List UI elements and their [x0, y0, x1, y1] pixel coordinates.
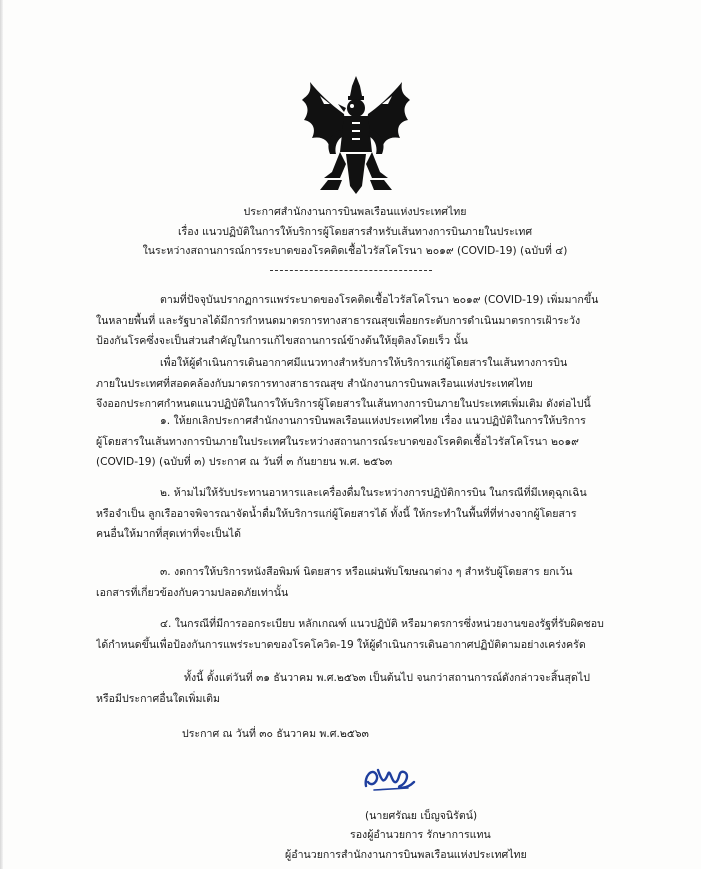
paragraph-line: (COVID-19) (ฉบับที่ ๓) ประกาศ ณ วันที่ ๓ กันยายน พ.ศ. ๒๕๖๓	[96, 456, 393, 468]
clause-1	[96, 411, 628, 473]
paragraph-line: หรือมีประกาศอื่นใดเพิ่มเติม	[96, 692, 220, 705]
paragraph-line: หรือจำเป็น ลูกเรืออาจพิจารณาจัดน้ำดื่มให้บริการแก่ผู้โดยสารได้ ทั้งนี้ ให้กระทำในพื้นที่ที่ห่างจากผู้โดยสาร	[96, 507, 577, 520]
page-edge-shadow	[0, 0, 3, 869]
garuda-emblem-icon	[300, 74, 412, 196]
announcement-header	[120, 203, 590, 262]
paragraph-line: ได้กำหนดขึ้นเพื่อป้องกันการแพร่ระบาดของโรคโควิด-19 ให้ผู้ดำเนินการเดินอากาศปฏิบัติตามอย่างเคร่งครัด	[96, 638, 586, 651]
signatory-position-full: ผู้อำนวยการสำนักงานการบินพลเรือนแห่งประเทศไทย	[285, 849, 527, 861]
clause-4	[96, 614, 628, 655]
announcement-date-text: ประกาศ ณ วันที่ ๓๐ ธันวาคม พ.ศ.๒๕๖๓	[182, 728, 369, 740]
clause-2	[96, 483, 628, 545]
announcement-date	[182, 724, 482, 745]
paragraph-line: ทั้งนี้ ตั้งแต่วันที่ ๓๑ ธันวาคม พ.ศ.๒๕๖๓ เป็นต้นไป จนกว่าสถานการณ์ดังกล่าวจะสิ้นสุดไป	[184, 672, 590, 684]
paragraph-line: จึงออกประกาศกำหนดแนวปฏิบัติในการให้บริการผู้โดยสารในเส้นทางการบินภายในประเทศเพิ่มเติม ดังต่อไปนี้	[96, 398, 591, 410]
paragraph-line: ๔. ในกรณีที่มีการออกระเบียบ หลักเกณฑ์ แนวปฏิบัติ หรือมาตรการซึ่งหน่วยงานของรัฐที่รับผิดชอบ	[160, 618, 604, 630]
effective-clause	[96, 668, 628, 709]
paragraph-line: ๓. งดการให้บริการหนังสือพิมพ์ นิตยสาร หรือแผ่นพับโฆษณาต่าง ๆ สำหรับผู้โดยสาร ยกเว้น	[160, 566, 573, 578]
clause-3	[96, 562, 628, 603]
signatory-position: รองผู้อำนวยการ รักษาการแทน	[350, 829, 491, 841]
handwritten-signature	[362, 760, 418, 794]
paragraph-line: ผู้โดยสารในเส้นทางการบินภายในประเทศในระหว่างสถานการณ์ระบาดของโรคติดเชื้อไวรัสโคโรนา ๒๐๑๙	[96, 435, 579, 448]
paragraph-line: ๒. ห้ามไม่ให้รับประทานอาหารและเครื่องดื่มในระหว่างการปฏิบัติการบิน ในกรณีที่มีเหตุฉุกเฉิน	[160, 487, 587, 499]
paragraph-line: ในหลายพื้นที่ และรัฐบาลได้มีการกำหนดมาตรการทางสาธารณสุขเพื่อยกระดับการดำเนินมาตรการเฝ้าระวัง	[96, 314, 581, 327]
paragraph-line: เพื่อให้ผู้ดำเนินการเดินอากาศมีแนวทางสำหรับการให้บริการแก่ผู้โดยสารในเส้นทางการบิน	[160, 357, 568, 369]
header-title: ประกาศสำนักงานการบินพลเรือนแห่งประเทศไทย	[243, 206, 467, 218]
header-divider	[270, 270, 432, 271]
paragraph-line: เอกสารที่เกี่ยวข้องกับความปลอดภัยเท่านั้น	[96, 586, 289, 599]
paragraph-purpose	[96, 353, 628, 415]
paragraph-line: ๑. ให้ยกเลิกประกาศสำนักงานการบินพลเรือนแห่งประเทศไทย เรื่อง แนวปฏิบัติในการให้บริการ	[160, 415, 586, 427]
paragraph-line: ตามที่ปัจจุบันปรากฏการแพร่ระบาดของโรคติดเชื้อไวรัสโคโรนา ๒๐๑๙ (COVID-19) เพิ่มมากขึ้น	[160, 294, 599, 306]
signatory-name: (นายศรัณย เบ็ญจนิรัตน์)	[365, 810, 478, 822]
paragraph-line: ป้องกันโรคซึ่งจะเป็นส่วนสำคัญในการแก้ไขสถานการณ์ข้างต้นให้ยุติลงโดยเร็ว นั้น	[96, 335, 468, 347]
header-subject-cont: ในระหว่างสถานการณ์การระบาดของโรคติดเชื้อไวรัสโคโรนา ๒๐๑๙ (COVID-19) (ฉบับที่ ๔)	[142, 245, 568, 257]
paragraph-background	[96, 290, 628, 352]
paragraph-line: คนอื่นให้มากที่สุดเท่าที่จะเป็นได้	[96, 528, 241, 540]
paragraph-line: ภายในประเทศที่สอดคล้องกับมาตรการทางสาธารณสุข สำนักงานการบินพลเรือนแห่งประเทศไทย	[96, 377, 533, 390]
header-subject: เรื่อง แนวปฏิบัติในการให้บริการผู้โดยสารสำหรับเส้นทางการบินภายในประเทศ	[177, 225, 533, 238]
